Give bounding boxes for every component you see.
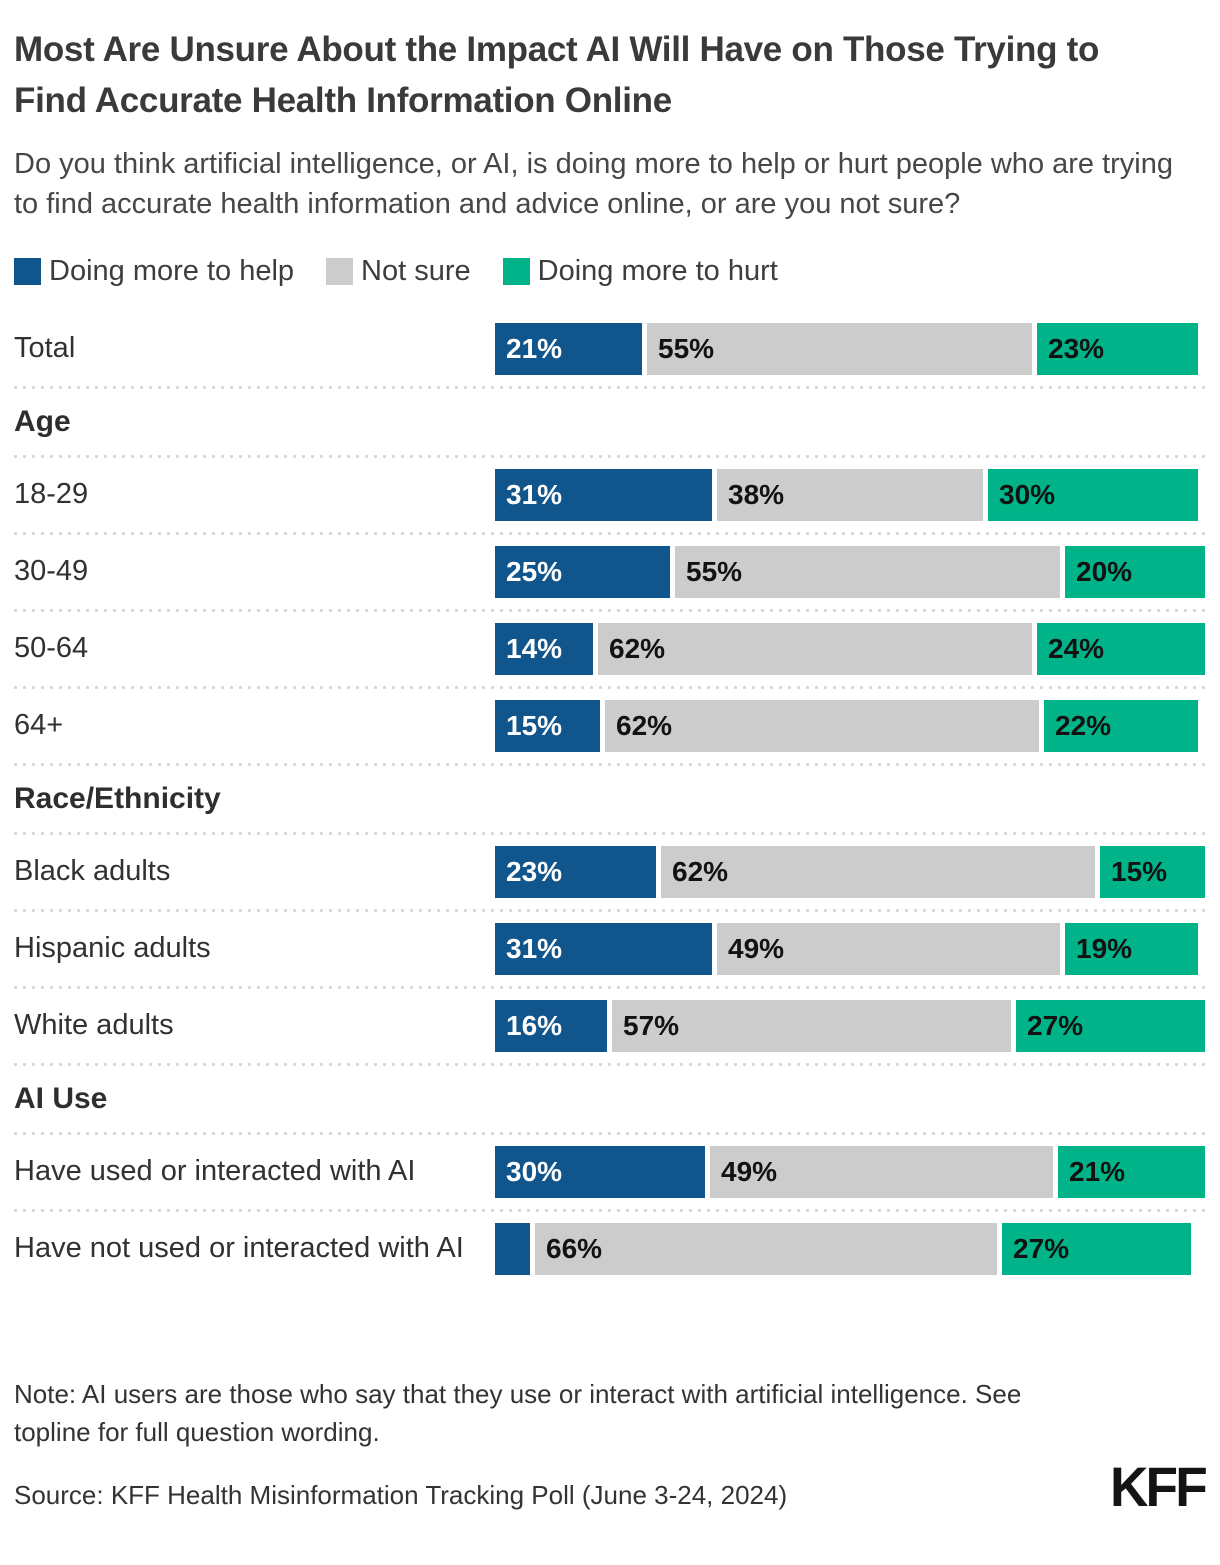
bar-value-label: 15% <box>1111 856 1168 888</box>
bar-value-label: 62% <box>672 856 729 888</box>
section-title: Race/Ethnicity <box>14 782 221 816</box>
bar-segment-not-sure <box>647 323 1032 375</box>
bar-segment-not-sure <box>717 469 983 521</box>
bar-value-label: 23% <box>506 856 563 888</box>
category-label: Hispanic adults <box>14 932 211 965</box>
bar-track <box>495 546 1205 598</box>
bar-track <box>495 923 1198 975</box>
bar-segment-help <box>495 1146 705 1198</box>
bar-value-label: 62% <box>609 633 666 665</box>
bar-track <box>495 1000 1205 1052</box>
chart-subtitle: Do you think artificial intelligence, or AI, is doing more to help or hurt people who are trying to find accurate health information and advice online, or are you not sure? <box>14 147 1174 221</box>
bar-row <box>14 835 1205 909</box>
bar-row <box>14 1212 1205 1286</box>
bar-track <box>495 323 1198 375</box>
bar-row <box>14 1135 1205 1209</box>
bar-segment-help <box>495 323 642 375</box>
bar-segment-hurt <box>1037 623 1205 675</box>
bar-value-label: 16% <box>506 1010 563 1042</box>
bar-value-label: 21% <box>506 333 563 365</box>
bar-value-label: 27% <box>1013 1233 1070 1265</box>
bar-value-label: 30% <box>999 479 1056 511</box>
category-label: 50-64 <box>14 632 89 665</box>
bar-track <box>495 1146 1205 1198</box>
legend-label-help: Doing more to help <box>49 255 295 288</box>
bar-segment-hurt <box>1100 846 1205 898</box>
bar-segment-help <box>495 1223 530 1275</box>
bar-track <box>495 469 1198 521</box>
bar-segment-not-sure <box>717 923 1060 975</box>
bar-segment-help <box>495 469 712 521</box>
bar-segment-hurt <box>1058 1146 1205 1198</box>
bar-row <box>14 612 1205 686</box>
bar-segment-hurt <box>1002 1223 1191 1275</box>
legend <box>14 255 1205 288</box>
footer <box>14 1376 1205 1519</box>
section-header <box>14 1066 1205 1132</box>
bar-segment-not-sure <box>675 546 1060 598</box>
stacked-bar-chart <box>14 312 1205 1286</box>
category-label: 18-29 <box>14 478 89 511</box>
bar-value-label: 57% <box>623 1010 680 1042</box>
category-label: Have used or interacted with AI <box>14 1155 416 1188</box>
bar-value-label: 49% <box>721 1156 778 1188</box>
kff-logo: KFF <box>1110 1455 1205 1519</box>
bar-row <box>14 912 1205 986</box>
legend-label-hurt: Doing more to hurt <box>537 255 778 288</box>
bar-value-label: 25% <box>506 556 563 588</box>
bar-segment-hurt <box>988 469 1198 521</box>
bar-segment-hurt <box>1016 1000 1205 1052</box>
bar-value-label: 15% <box>506 710 563 742</box>
bar-segment-help <box>495 846 656 898</box>
bar-segment-help <box>495 923 712 975</box>
bar-row <box>14 312 1205 386</box>
bar-segment-not-sure <box>535 1223 997 1275</box>
bar-value-label: 19% <box>1076 933 1133 965</box>
bar-value-label: 62% <box>616 710 673 742</box>
legend-swatch-hurt-icon <box>503 258 530 285</box>
bar-row <box>14 535 1205 609</box>
bar-track <box>495 700 1198 752</box>
legend-swatch-not-sure-icon <box>326 258 353 285</box>
source-row <box>14 1455 1205 1519</box>
bar-row <box>14 458 1205 532</box>
bar-segment-hurt <box>1065 546 1205 598</box>
section-header <box>14 389 1205 455</box>
category-label: 30-49 <box>14 555 89 588</box>
bar-segment-help <box>495 546 670 598</box>
bar-segment-not-sure <box>661 846 1095 898</box>
bar-value-label: 31% <box>506 933 563 965</box>
bar-segment-not-sure <box>598 623 1032 675</box>
chart-title: Most Are Unsure About the Impact AI Will Have on Those Trying to Find Accurate Health Information Online <box>14 30 1100 121</box>
category-label: White adults <box>14 1009 174 1042</box>
bar-track <box>495 623 1205 675</box>
bar-track <box>495 846 1205 898</box>
bar-value-label: 24% <box>1048 633 1105 665</box>
bar-value-label: 23% <box>1048 333 1105 365</box>
legend-item-hurt <box>503 255 778 288</box>
bar-segment-help <box>495 1000 607 1052</box>
bar-value-label: 22% <box>1055 710 1112 742</box>
legend-item-not-sure <box>326 255 471 288</box>
bar-segment-not-sure <box>612 1000 1011 1052</box>
bar-value-label: 14% <box>506 633 563 665</box>
bar-segment-hurt <box>1037 323 1198 375</box>
bar-row <box>14 989 1205 1063</box>
bar-value-label: 38% <box>728 479 785 511</box>
legend-label-not-sure: Not sure <box>361 255 471 288</box>
category-label: Have not used or interacted with AI <box>14 1232 464 1265</box>
category-label: Total <box>14 332 76 365</box>
bar-segment-help <box>495 623 593 675</box>
legend-swatch-help-icon <box>14 258 41 285</box>
source-text: Source: KFF Health Misinformation Tracking Poll (June 3-24, 2024) <box>14 1480 788 1511</box>
bar-segment-not-sure <box>710 1146 1053 1198</box>
bar-value-label: 21% <box>1069 1156 1126 1188</box>
section-title: Age <box>14 405 71 439</box>
legend-item-help <box>14 255 294 288</box>
section-title: AI Use <box>14 1082 108 1116</box>
bar-value-label: 49% <box>728 933 785 965</box>
bar-segment-not-sure <box>605 700 1039 752</box>
bar-segment-help <box>495 700 600 752</box>
bar-value-label: 55% <box>686 556 743 588</box>
bar-row <box>14 689 1205 763</box>
bar-value-label: 66% <box>546 1233 603 1265</box>
bar-value-label: 31% <box>506 479 563 511</box>
bar-value-label: 27% <box>1027 1010 1084 1042</box>
bar-track <box>495 1223 1191 1275</box>
bar-value-label: 55% <box>658 333 715 365</box>
category-label: Black adults <box>14 855 171 888</box>
bar-value-label: 30% <box>506 1156 563 1188</box>
note-text: Note: AI users are those who say that they use or interact with artificial intelligence. See topline for full question wording. <box>14 1379 1022 1447</box>
bar-segment-hurt <box>1065 923 1198 975</box>
bar-segment-hurt <box>1044 700 1198 752</box>
bar-value-label: 20% <box>1076 556 1133 588</box>
section-header <box>14 766 1205 832</box>
category-label: 64+ <box>14 709 64 742</box>
